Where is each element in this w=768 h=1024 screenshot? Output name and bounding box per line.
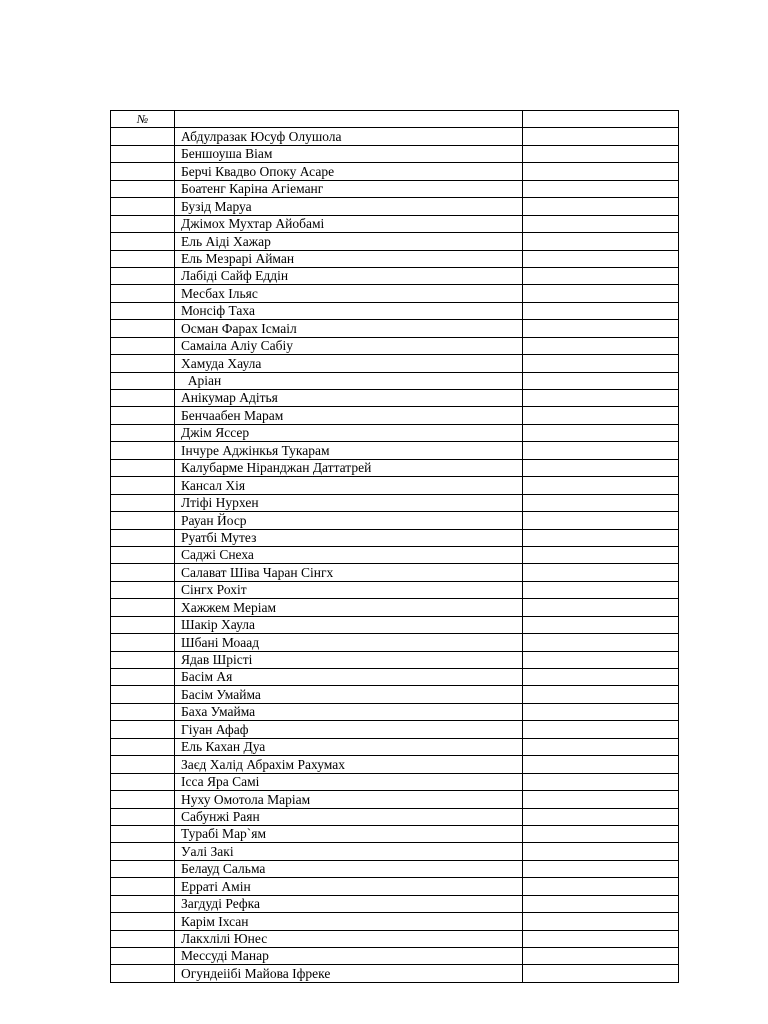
- table-row: [111, 669, 679, 686]
- row-number-cell: [111, 564, 175, 581]
- row-extra-cell: [523, 703, 679, 720]
- table-row: [111, 215, 679, 232]
- row-name-cell: Руатбі Мутез: [175, 529, 523, 546]
- table-row: [111, 512, 679, 529]
- table-row: [111, 599, 679, 616]
- table-row: [111, 390, 679, 407]
- row-number-cell: [111, 233, 175, 250]
- table-row: [111, 355, 679, 372]
- row-number-cell: [111, 180, 175, 197]
- table-row: [111, 477, 679, 494]
- row-name-cell: Загдуді Рефка: [175, 895, 523, 912]
- row-name-cell: Хамуда Хаула: [175, 355, 523, 372]
- row-extra-cell: [523, 843, 679, 860]
- row-extra-cell: [523, 791, 679, 808]
- row-extra-cell: [523, 878, 679, 895]
- row-name-cell: Гіуан Афаф: [175, 721, 523, 738]
- table-row: [111, 825, 679, 842]
- row-number-cell: [111, 616, 175, 633]
- row-name-cell: Бузід Маруа: [175, 198, 523, 215]
- row-extra-cell: [523, 669, 679, 686]
- student-roster-table: [110, 110, 679, 983]
- row-name-cell: Калубарме Ніранджан Даттатрей: [175, 459, 523, 476]
- row-number-cell: [111, 965, 175, 982]
- table-row: [111, 442, 679, 459]
- row-extra-cell: [523, 808, 679, 825]
- row-name-cell: Ель Аіді Хажар: [175, 233, 523, 250]
- table-row: [111, 634, 679, 651]
- row-name-cell: Осман Фарах Ісмаіл: [175, 320, 523, 337]
- row-name-cell: Саджі Снеха: [175, 546, 523, 563]
- row-extra-cell: [523, 198, 679, 215]
- row-extra-cell: [523, 180, 679, 197]
- row-name-cell: Шбані Моаад: [175, 634, 523, 651]
- row-number-cell: [111, 390, 175, 407]
- row-extra-cell: [523, 512, 679, 529]
- table-header-row: [111, 111, 679, 128]
- row-number-cell: [111, 145, 175, 162]
- row-number-cell: [111, 267, 175, 284]
- table-row: [111, 180, 679, 197]
- row-name-cell: Джімох Мухтар Айобамі: [175, 215, 523, 232]
- row-extra-cell: [523, 355, 679, 372]
- row-name-cell: Боатенг Каріна Агіеманг: [175, 180, 523, 197]
- row-extra-cell: [523, 285, 679, 302]
- row-name-cell: Рауан Йоср: [175, 512, 523, 529]
- table-row: [111, 948, 679, 965]
- table-row: [111, 721, 679, 738]
- row-number-cell: [111, 529, 175, 546]
- row-extra-cell: [523, 233, 679, 250]
- table-row: [111, 738, 679, 755]
- name-column-header: [175, 111, 523, 128]
- table-row: [111, 145, 679, 162]
- row-extra-cell: [523, 721, 679, 738]
- row-number-cell: [111, 825, 175, 842]
- row-name-cell: Заєд Халід Абрахім Рахумах: [175, 756, 523, 773]
- row-number-cell: [111, 878, 175, 895]
- row-name-cell: Лтіфі Нурхен: [175, 494, 523, 511]
- row-extra-cell: [523, 564, 679, 581]
- row-name-cell: Басім Умайма: [175, 686, 523, 703]
- table-row: [111, 843, 679, 860]
- table-row: [111, 616, 679, 633]
- row-extra-cell: [523, 459, 679, 476]
- table-body: [111, 128, 679, 982]
- row-extra-cell: [523, 215, 679, 232]
- row-extra-cell: [523, 372, 679, 389]
- row-name-cell: Баха Умайма: [175, 703, 523, 720]
- row-name-cell: Кансал Хія: [175, 477, 523, 494]
- row-name-cell: Месбах Ільяс: [175, 285, 523, 302]
- row-extra-cell: [523, 948, 679, 965]
- row-number-cell: [111, 320, 175, 337]
- row-extra-cell: [523, 581, 679, 598]
- row-extra-cell: [523, 145, 679, 162]
- row-number-cell: [111, 407, 175, 424]
- row-number-cell: [111, 198, 175, 215]
- row-number-cell: [111, 791, 175, 808]
- row-name-cell: Ерраті Амін: [175, 878, 523, 895]
- row-name-cell: Карім Іхсан: [175, 913, 523, 930]
- row-name-cell: Салават Шіва Чаран Сінгх: [175, 564, 523, 581]
- row-extra-cell: [523, 424, 679, 441]
- row-name-cell: Ядав Шрісті: [175, 651, 523, 668]
- table-row: [111, 459, 679, 476]
- row-extra-cell: [523, 738, 679, 755]
- row-number-cell: [111, 302, 175, 319]
- row-extra-cell: [523, 895, 679, 912]
- table-row: [111, 581, 679, 598]
- row-extra-cell: [523, 756, 679, 773]
- row-name-cell: Шакір Хаула: [175, 616, 523, 633]
- table-row: [111, 651, 679, 668]
- row-name-cell: Аріан: [175, 372, 523, 389]
- number-column-header: №: [111, 111, 175, 128]
- row-extra-cell: [523, 825, 679, 842]
- row-number-cell: [111, 599, 175, 616]
- row-name-cell: Лабіді Сайф Еддін: [175, 267, 523, 284]
- row-name-cell: Сінгх Рохіт: [175, 581, 523, 598]
- table-row: [111, 686, 679, 703]
- row-extra-cell: [523, 529, 679, 546]
- table-row: [111, 372, 679, 389]
- table-row: [111, 773, 679, 790]
- row-name-cell: Абдулразак Юсуф Олушола: [175, 128, 523, 145]
- row-number-cell: [111, 372, 175, 389]
- row-number-cell: [111, 512, 175, 529]
- row-extra-cell: [523, 442, 679, 459]
- row-name-cell: Лакхлілі Юнес: [175, 930, 523, 947]
- row-number-cell: [111, 128, 175, 145]
- row-number-cell: [111, 913, 175, 930]
- table-row: [111, 250, 679, 267]
- table-row: [111, 320, 679, 337]
- table-row: [111, 302, 679, 319]
- row-extra-cell: [523, 337, 679, 354]
- row-number-cell: [111, 285, 175, 302]
- table-row: [111, 233, 679, 250]
- table-row: [111, 529, 679, 546]
- row-number-cell: [111, 163, 175, 180]
- row-number-cell: [111, 337, 175, 354]
- table-row: [111, 267, 679, 284]
- row-name-cell: Беншоуша Віам: [175, 145, 523, 162]
- row-name-cell: Огундеіібі Майова Іфреке: [175, 965, 523, 982]
- row-extra-cell: [523, 686, 679, 703]
- row-extra-cell: [523, 616, 679, 633]
- row-number-cell: [111, 808, 175, 825]
- row-name-cell: Берчі Квадво Опоку Асаре: [175, 163, 523, 180]
- table-row: [111, 424, 679, 441]
- row-name-cell: Басім Ая: [175, 669, 523, 686]
- extra-column-header: [523, 111, 679, 128]
- row-extra-cell: [523, 599, 679, 616]
- row-number-cell: [111, 843, 175, 860]
- row-number-cell: [111, 669, 175, 686]
- row-extra-cell: [523, 267, 679, 284]
- table-row: [111, 285, 679, 302]
- table-row: [111, 407, 679, 424]
- row-extra-cell: [523, 477, 679, 494]
- row-extra-cell: [523, 546, 679, 563]
- row-extra-cell: [523, 634, 679, 651]
- table-row: [111, 494, 679, 511]
- table-row: [111, 791, 679, 808]
- row-extra-cell: [523, 965, 679, 982]
- row-extra-cell: [523, 250, 679, 267]
- table-row: [111, 163, 679, 180]
- row-extra-cell: [523, 930, 679, 947]
- row-number-cell: [111, 756, 175, 773]
- row-number-cell: [111, 477, 175, 494]
- table-row: [111, 128, 679, 145]
- row-number-cell: [111, 494, 175, 511]
- row-name-cell: Самаіла Аліу Сабіу: [175, 337, 523, 354]
- row-extra-cell: [523, 913, 679, 930]
- row-number-cell: [111, 546, 175, 563]
- row-number-cell: [111, 459, 175, 476]
- row-extra-cell: [523, 320, 679, 337]
- row-number-cell: [111, 721, 175, 738]
- row-extra-cell: [523, 651, 679, 668]
- table-row: [111, 965, 679, 982]
- row-extra-cell: [523, 390, 679, 407]
- table-row: [111, 808, 679, 825]
- row-extra-cell: [523, 128, 679, 145]
- row-extra-cell: [523, 860, 679, 877]
- row-number-cell: [111, 686, 175, 703]
- table-row: [111, 878, 679, 895]
- row-number-cell: [111, 634, 175, 651]
- row-number-cell: [111, 930, 175, 947]
- row-extra-cell: [523, 163, 679, 180]
- row-number-cell: [111, 651, 175, 668]
- table-row: [111, 703, 679, 720]
- row-extra-cell: [523, 302, 679, 319]
- table-row: [111, 337, 679, 354]
- row-number-cell: [111, 215, 175, 232]
- table-row: [111, 546, 679, 563]
- row-extra-cell: [523, 773, 679, 790]
- table-row: [111, 913, 679, 930]
- row-name-cell: Ісса Яра Самі: [175, 773, 523, 790]
- row-name-cell: Джім Яссер: [175, 424, 523, 441]
- row-number-cell: [111, 738, 175, 755]
- row-number-cell: [111, 355, 175, 372]
- row-number-cell: [111, 860, 175, 877]
- row-name-cell: Хажжем Меріам: [175, 599, 523, 616]
- row-number-cell: [111, 948, 175, 965]
- row-name-cell: Нуху Омотола Маріам: [175, 791, 523, 808]
- row-name-cell: Турабі Мар`ям: [175, 825, 523, 842]
- row-extra-cell: [523, 494, 679, 511]
- row-extra-cell: [523, 407, 679, 424]
- row-number-cell: [111, 581, 175, 598]
- row-name-cell: Ель Мезрарі Айман: [175, 250, 523, 267]
- row-number-cell: [111, 250, 175, 267]
- row-name-cell: Сабунжі Раян: [175, 808, 523, 825]
- row-number-cell: [111, 895, 175, 912]
- row-name-cell: Уалі Закі: [175, 843, 523, 860]
- row-name-cell: Інчуре Аджінкья Тукарам: [175, 442, 523, 459]
- row-number-cell: [111, 442, 175, 459]
- table-row: [111, 930, 679, 947]
- table-row: [111, 895, 679, 912]
- row-name-cell: Ель Кахан Дуа: [175, 738, 523, 755]
- table-row: [111, 860, 679, 877]
- row-name-cell: Мессуді Манар: [175, 948, 523, 965]
- table-row: [111, 198, 679, 215]
- row-name-cell: Белауд Сальма: [175, 860, 523, 877]
- table-row: [111, 756, 679, 773]
- row-number-cell: [111, 424, 175, 441]
- row-name-cell: Бенчаабен Марам: [175, 407, 523, 424]
- row-number-cell: [111, 773, 175, 790]
- row-name-cell: Монсіф Таха: [175, 302, 523, 319]
- row-number-cell: [111, 703, 175, 720]
- row-name-cell: Анікумар Адітья: [175, 390, 523, 407]
- table-row: [111, 564, 679, 581]
